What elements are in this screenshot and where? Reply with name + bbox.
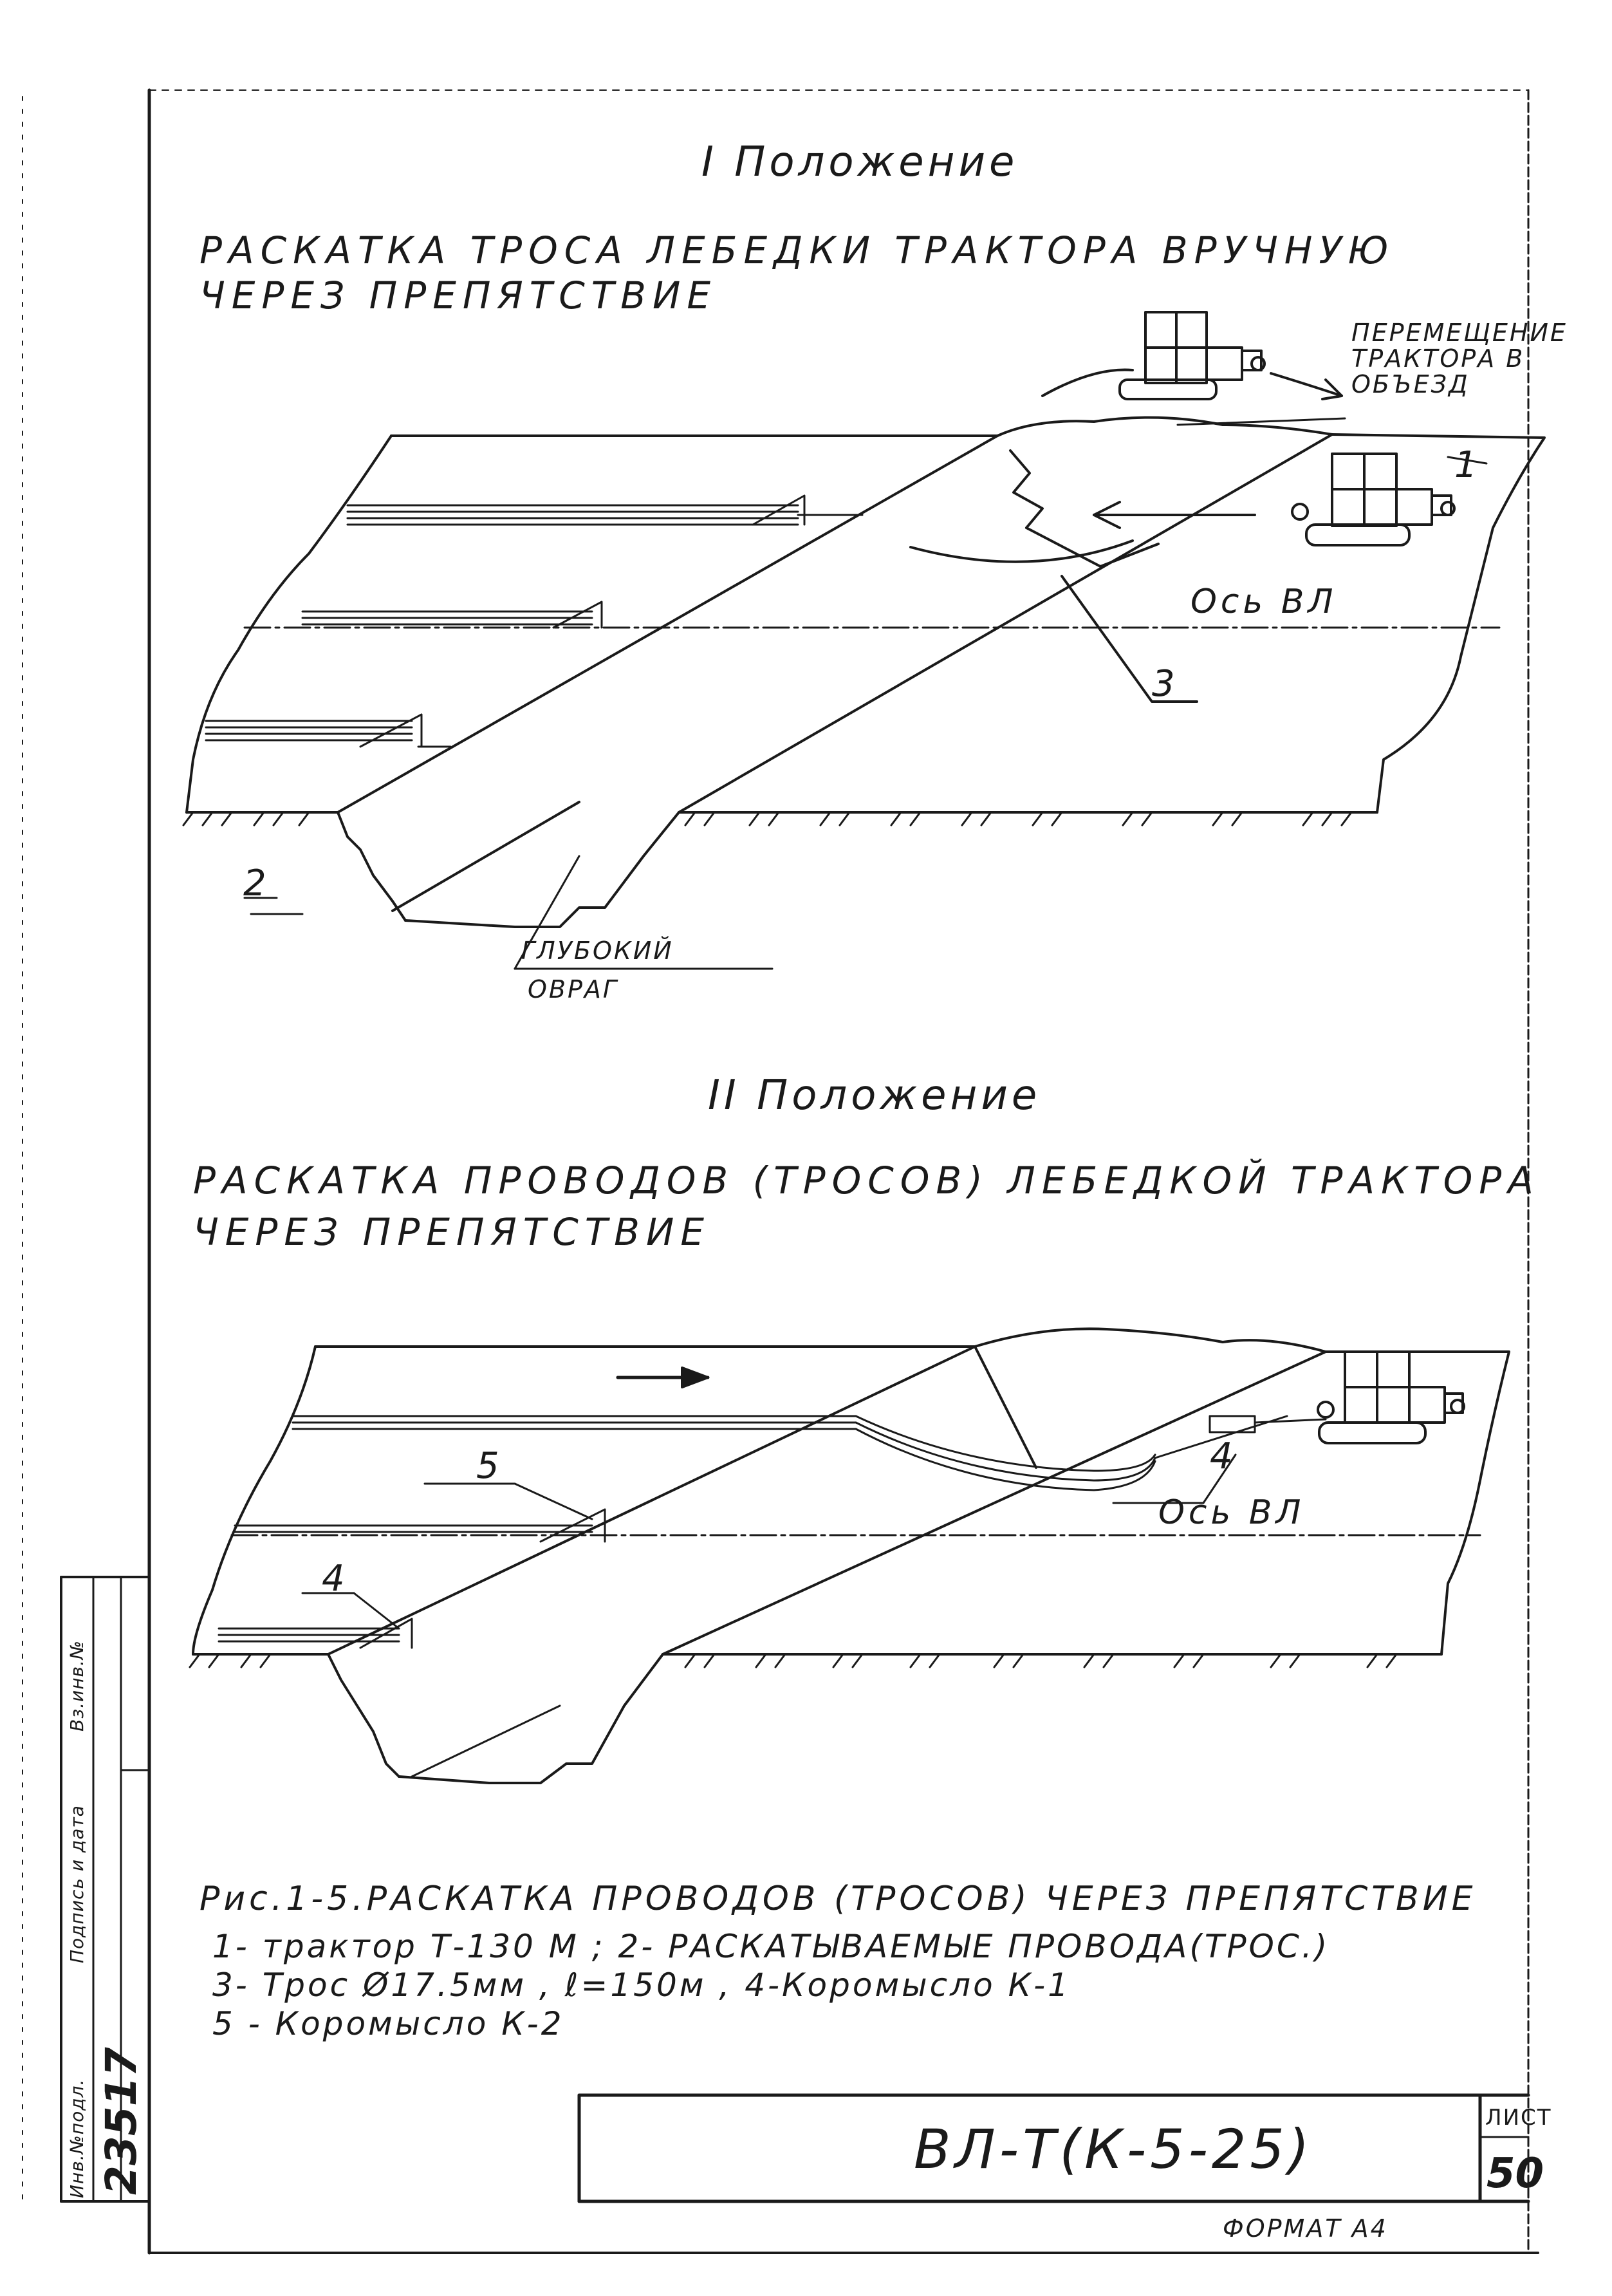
tractor-icon xyxy=(1318,1352,1464,1443)
section2-callout-5: 5 xyxy=(476,1445,499,1487)
section1-note-line1: ПЕРЕМЕЩЕНИЕ xyxy=(1351,319,1568,347)
figure-legend-item3: 5 - Коромысло К-2 xyxy=(212,2005,564,2042)
section1-heading: I Положение xyxy=(701,138,1019,186)
section2-title-line1: РАСКАТКА ПРОВОДОВ (ТРОСОВ) ЛЕБЕДКОЙ ТРАКТОРА xyxy=(193,1159,1540,1202)
section1-diagram xyxy=(183,312,1544,969)
sheet-label: ЛИСТ xyxy=(1485,2105,1552,2131)
section2-heading: II Положение xyxy=(708,1072,1041,1119)
section1-axis-label: Ось ВЛ xyxy=(1190,583,1337,621)
margin-inv-label: Инв.№подл. xyxy=(66,2078,88,2198)
section1-title-line1: РАСКАТКА ТРОСА ЛЕБЕДКИ ТРАКТОРА ВРУЧНУЮ xyxy=(199,229,1395,272)
section1-ravine-line2: ОВРАГ xyxy=(528,975,619,1003)
section1-callout-2: 2 xyxy=(243,863,266,904)
figure-caption-title: Рис.1-5.РАСКАТКА ПРОВОДОВ (ТРОСОВ) ЧЕРЕЗ ПРЕПЯТСТВИЕ xyxy=(199,1880,1477,1918)
section1-callout-3: 3 xyxy=(1152,663,1175,705)
margin-replace-inv-label: Вз.инв.№ xyxy=(66,1639,88,1731)
section2-title-line2: ЧЕРЕЗ ПРЕПЯТСТВИЕ xyxy=(193,1210,710,1254)
section2-axis-label: Ось ВЛ xyxy=(1158,1493,1305,1532)
section2-callout-4a: 4 xyxy=(1210,1435,1233,1477)
section1-callout-1: 1 xyxy=(1454,444,1478,486)
section1-note-line3: ОБЪЕЗД xyxy=(1351,370,1470,398)
section2-callout-4b: 4 xyxy=(322,1558,345,1600)
sheet-number: 50 xyxy=(1487,2150,1544,2198)
tractor-icon xyxy=(1292,454,1454,545)
section2-diagram xyxy=(190,1329,1509,1783)
section1-note-line2: ТРАКТОРА В xyxy=(1351,344,1525,373)
section1-ravine-line1: ГЛУБОКИЙ xyxy=(521,937,674,965)
paper-format: ФОРМАТ А4 xyxy=(1223,2214,1388,2243)
figure-legend-item1: 1- трактор Т-130 М ; 2- РАСКАТЫВАЕМЫЕ ПРОВОДА(ТРОС.) xyxy=(212,1928,1330,1965)
figure-legend-item2: 3- Трос Ø17.5мм , ℓ=150м , 4-Коромысло К-1 xyxy=(212,1966,1071,2004)
drawing-designation: ВЛ-Т(К-5-25) xyxy=(914,2118,1313,2181)
tractor-icon xyxy=(1120,312,1265,399)
margin-inv-number: 23517 xyxy=(97,2047,146,2195)
section1-title-line2: ЧЕРЕЗ ПРЕПЯТСТВИЕ xyxy=(199,274,717,317)
margin-signature-label: Подпись и дата xyxy=(66,1805,88,1963)
